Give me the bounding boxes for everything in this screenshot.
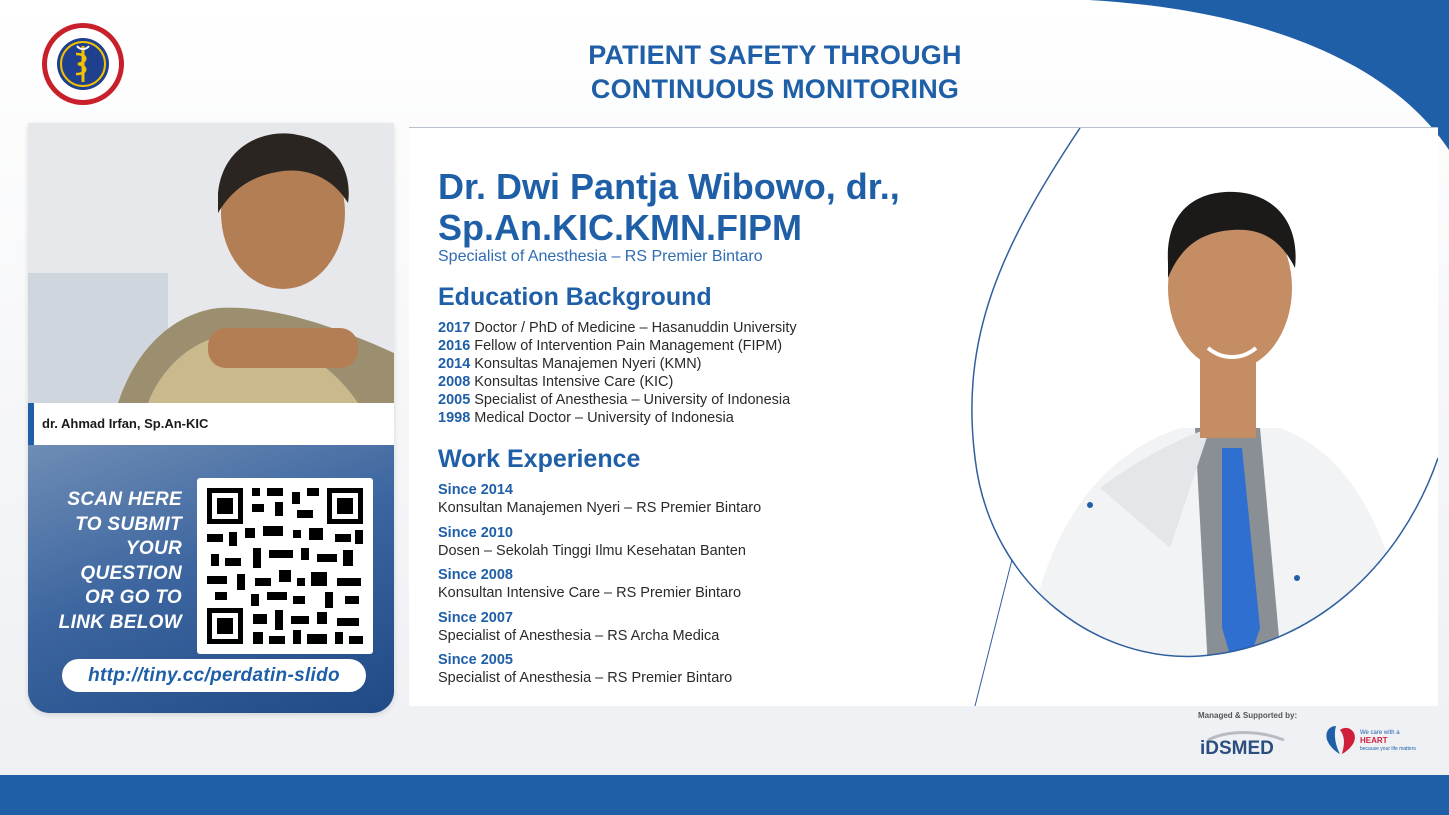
- webcam-video[interactable]: [28, 123, 394, 403]
- education-year: 2008: [438, 374, 471, 390]
- page-title: [560, 38, 990, 106]
- speaker-portrait: [960, 128, 1438, 706]
- work-since: Since 2008: [438, 567, 513, 583]
- scan-instructions: [36, 488, 182, 635]
- speaker-name-line1: Dr. Dwi Pantja Wibowo, dr.,: [438, 166, 900, 207]
- speaker-subtitle: Specialist of Anesthesia – RS Premier Bintaro: [438, 248, 763, 265]
- education-year: 2017: [438, 320, 471, 336]
- participant-name: dr. Ahmad Irfan, Sp.An-KIC: [42, 416, 209, 431]
- work-since: Since 2007: [438, 609, 513, 626]
- work-role: Konsultan Intensive Care – RS Premier Bintaro: [438, 585, 742, 601]
- heart-logo-heart: HEART: [1360, 736, 1388, 745]
- question-submit-area: [28, 445, 394, 713]
- scan-line: YOUR: [125, 538, 182, 559]
- scan-line: LINK BELOW: [58, 611, 182, 633]
- idsmed-logo-text: iDSMED: [1200, 738, 1274, 758]
- scan-line: SCAN HERE: [67, 489, 182, 510]
- education-text: Konsultas Intensive Care (KIC): [474, 374, 674, 390]
- page-title-line2: CONTINUOUS MONITORING: [590, 74, 960, 104]
- list-item: [438, 610, 761, 653]
- heart-logo-tag: because your life matters: [1360, 746, 1416, 752]
- work-heading: Work Experience: [438, 445, 641, 473]
- education-year: 2016: [438, 338, 471, 354]
- education-year: 2014: [438, 356, 471, 372]
- education-text: Doctor / PhD of Medicine – Hasanuddin University: [474, 320, 797, 336]
- slido-link[interactable]: [62, 659, 366, 692]
- work-since: Since 2010: [438, 524, 513, 541]
- idsmed-logo-icon: [1198, 726, 1290, 758]
- work-list: [438, 482, 761, 695]
- webcam-panel: [28, 123, 394, 713]
- education-list: [438, 319, 797, 427]
- education-text: Konsultas Manajemen Nyeri (KMN): [474, 356, 702, 372]
- work-role: Dosen – Sekolah Tinggi Ilmu Kesehatan Banten: [438, 542, 746, 559]
- list-item: [438, 373, 797, 391]
- work-role: Specialist of Anesthesia – RS Premier Bintaro: [438, 670, 733, 686]
- heart-logo-small: We care with a: [1360, 730, 1400, 736]
- speaker-name-line2: Sp.An.KIC.KMN.FIPM: [438, 207, 802, 248]
- work-role: Konsultan Manajemen Nyeri – RS Premier Bintaro: [438, 500, 762, 516]
- bottom-bar: [0, 775, 1449, 815]
- slido-link-text[interactable]: http://tiny.cc/perdatin-slido: [88, 665, 340, 686]
- work-role: Specialist of Anesthesia – RS Archa Medica: [438, 627, 720, 644]
- list-item: [438, 319, 797, 337]
- list-item: [438, 337, 797, 355]
- speaker-name: [438, 166, 900, 248]
- education-text: Fellow of Intervention Pain Management (FIPM): [474, 338, 783, 354]
- education-text: Medical Doctor – University of Indonesia: [474, 410, 734, 426]
- participant-name-tag: [28, 403, 394, 445]
- education-year: 1998: [438, 410, 471, 426]
- list-item: [438, 355, 797, 373]
- work-since: Since 2014: [438, 482, 513, 498]
- education-heading: Education Background: [438, 283, 712, 311]
- participant-video-figure: [28, 123, 394, 403]
- qr-code-icon[interactable]: [197, 478, 373, 654]
- work-since: Since 2005: [438, 652, 513, 668]
- list-item: [438, 409, 797, 427]
- managed-by-label: Managed & Supported by:: [1198, 711, 1298, 720]
- scan-line: TO SUBMIT: [75, 513, 182, 535]
- education-text: Specialist of Anesthesia – University of Indonesia: [474, 392, 791, 408]
- list-item: [438, 652, 761, 695]
- list-item: [438, 391, 797, 409]
- scan-line: OR GO TO: [84, 587, 182, 608]
- page-title-line1: PATIENT SAFETY THROUGH: [588, 40, 962, 70]
- list-item: [438, 567, 761, 610]
- scan-line: QUESTION: [80, 562, 182, 584]
- list-item: [438, 482, 761, 525]
- list-item: [438, 525, 761, 568]
- education-year: 2005: [438, 392, 471, 408]
- heart-logo-icon: [1322, 722, 1422, 758]
- society-seal-icon: [40, 22, 126, 106]
